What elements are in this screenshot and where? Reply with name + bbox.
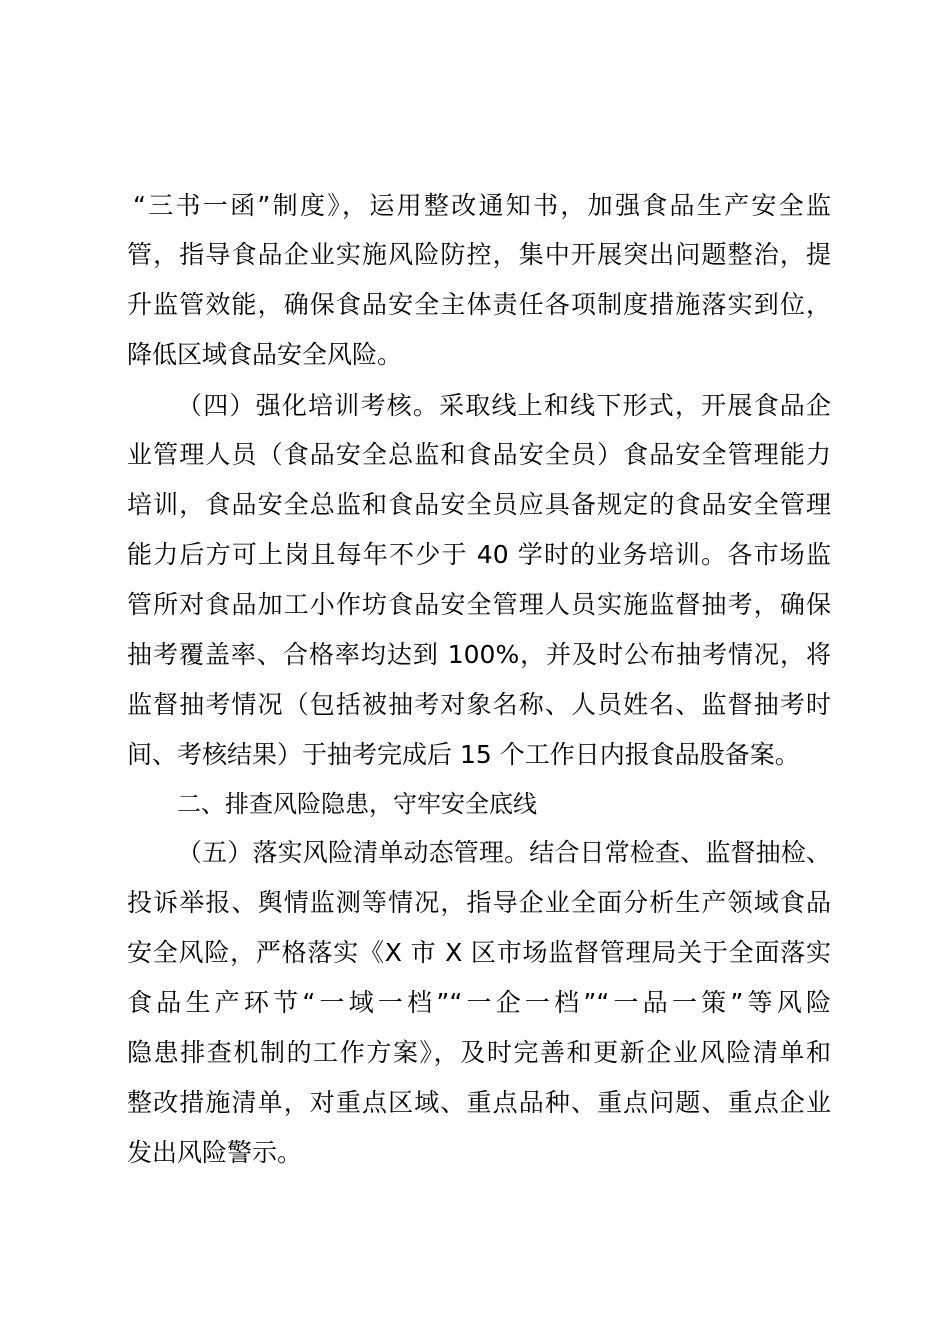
body-line-2: 管，指导食品企业实施风险防控，集中开展突出问题整治，提 bbox=[127, 240, 831, 269]
section-4-line-3: 培训，食品安全总监和食品安全员应具备规定的食品安全管理 bbox=[127, 490, 831, 519]
section-4-line-2: 业管理人员（食品安全总监和食品安全员）食品安全管理能力 bbox=[127, 440, 831, 469]
body-line-3: 升监管效能，确保食品安全主体责任各项制度措施落实到位， bbox=[127, 290, 831, 319]
section-5-line-3: 安全风险，严格落实《X 市 X 区市场监督管理局关于全面落实 bbox=[127, 938, 831, 967]
section-heading-2: 二、排查风险隐患，守牢安全底线 bbox=[177, 790, 537, 818]
section-5-line-2: 投诉举报、舆情监测等情况，指导企业全面分析生产领域食品 bbox=[127, 888, 831, 917]
section-5-line-1: （五）落实风险清单动态管理。结合日常检查、监督抽检、 bbox=[177, 838, 831, 867]
section-5-line-6: 整改措施清单，对重点区域、重点品种、重点问题、重点企业 bbox=[127, 1088, 831, 1117]
section-4-line-8: 间、考核结果）于抽考完成后 15 个工作日内报食品股备案。 bbox=[127, 740, 800, 769]
body-line-1: “三书一函”制度》，运用整改通知书，加强食品生产安全监 bbox=[133, 191, 831, 220]
section-5-line-4: 食品生产环节“一域一档”“一企一档”“一品一策”等风险 bbox=[127, 988, 831, 1017]
section-4-line-5: 管所对食品加工小作坊食品安全管理人员实施监督抽考，确保 bbox=[127, 590, 831, 619]
section-5-line-5: 隐患排查机制的工作方案》，及时完善和更新企业风险清单和 bbox=[127, 1038, 831, 1067]
section-4-line-6: 抽考覆盖率、合格率均达到 100%，并及时公布抽考情况，将 bbox=[127, 640, 831, 669]
section-4-line-1: （四）强化培训考核。采取线上和线下形式，开展食品企 bbox=[177, 391, 831, 420]
section-4-line-7: 监督抽考情况（包括被抽考对象名称、人员姓名、监督抽考时 bbox=[127, 690, 831, 719]
body-line-4: 降低区域食品安全风险。 bbox=[127, 340, 403, 369]
section-4-line-4: 能力后方可上岗且每年不少于 40 学时的业务培训。各市场监 bbox=[127, 540, 831, 569]
section-5-line-7: 发出风险警示。 bbox=[127, 1138, 303, 1167]
